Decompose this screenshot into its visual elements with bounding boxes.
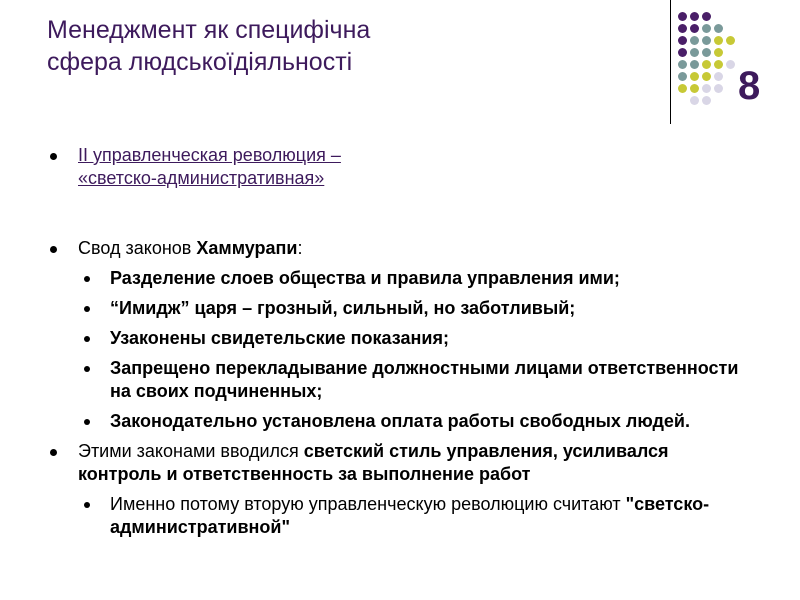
dot bbox=[702, 72, 711, 81]
slide-title-line-2: сфера людськоїдіяльності bbox=[47, 48, 353, 76]
dot bbox=[714, 84, 723, 93]
dot bbox=[690, 60, 699, 69]
dot bbox=[690, 84, 699, 93]
laws-sub-item-bold: "светско-административной" bbox=[110, 494, 710, 537]
dot bbox=[678, 72, 687, 81]
slide-number: 8 bbox=[738, 64, 761, 108]
hammurabi-bullet bbox=[48, 237, 748, 260]
laws-sub-item bbox=[48, 493, 748, 539]
hammurabi-item-text: Законодательно установлена оплата работы свободных людей. bbox=[110, 411, 690, 431]
slide-title bbox=[47, 14, 647, 78]
dot bbox=[678, 84, 687, 93]
revolution-link-line-2: «светско-административная» bbox=[78, 168, 325, 188]
dot bbox=[690, 24, 699, 33]
dot bbox=[702, 24, 711, 33]
hammurabi-item-text: Разделение слоев общества и правила управления ими; bbox=[110, 268, 620, 288]
revolution-link-line-1: II управленческая революция – bbox=[78, 145, 341, 165]
dot bbox=[678, 36, 687, 45]
laws-sub-item-prefix: Именно потому вторую управленческую революцию считают bbox=[110, 494, 626, 514]
bullet-list bbox=[48, 144, 748, 539]
dot bbox=[702, 12, 711, 21]
dot bbox=[726, 36, 735, 45]
slide-title-line-1: Менеджмент як специфічна bbox=[47, 16, 371, 44]
decorative-dot-grid bbox=[676, 12, 736, 112]
dot bbox=[702, 48, 711, 57]
dot bbox=[726, 60, 735, 69]
dot bbox=[690, 36, 699, 45]
dot bbox=[702, 96, 711, 105]
dot bbox=[690, 48, 699, 57]
dot bbox=[714, 72, 723, 81]
dot bbox=[702, 36, 711, 45]
hammurabi-name: Хаммурапи bbox=[196, 238, 298, 258]
revolution-link[interactable] bbox=[78, 144, 748, 190]
dot bbox=[714, 36, 723, 45]
header-divider bbox=[670, 0, 671, 124]
slide-content bbox=[48, 140, 748, 539]
laws-bold: светский стиль управления, усиливался контроль и ответственность за выполнение работ bbox=[78, 441, 669, 484]
heading-bullet bbox=[48, 144, 748, 190]
dot bbox=[690, 96, 699, 105]
hammurabi-item bbox=[48, 410, 748, 433]
hammurabi-item bbox=[48, 357, 748, 403]
dot bbox=[714, 24, 723, 33]
hammurabi-prefix: Свод законов bbox=[78, 238, 197, 258]
hammurabi-item bbox=[48, 327, 748, 350]
dot bbox=[702, 84, 711, 93]
hammurabi-item bbox=[48, 267, 748, 290]
dot bbox=[690, 72, 699, 81]
hammurabi-item-text: Узаконены свидетельские показания; bbox=[110, 328, 449, 348]
hammurabi-item bbox=[48, 297, 748, 320]
dot bbox=[690, 12, 699, 21]
dot bbox=[714, 48, 723, 57]
dot bbox=[702, 60, 711, 69]
laws-prefix: Этими законами вводился bbox=[78, 441, 304, 461]
dot bbox=[678, 48, 687, 57]
hammurabi-item-text: “Имидж” царя – грозный, сильный, но заботливый; bbox=[110, 298, 576, 318]
laws-bullet bbox=[48, 440, 748, 486]
hammurabi-item-text: Запрещено перекладывание должностными лицами ответственности на своих подчиненных; bbox=[110, 358, 739, 401]
dot bbox=[678, 60, 687, 69]
dot bbox=[714, 60, 723, 69]
hammurabi-suffix: : bbox=[297, 238, 303, 258]
dot bbox=[678, 12, 687, 21]
dot bbox=[678, 24, 687, 33]
